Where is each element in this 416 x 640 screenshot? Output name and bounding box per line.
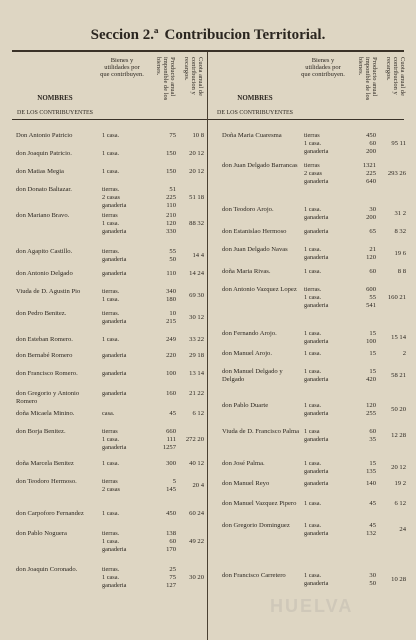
right-producto-value: 50 xyxy=(369,580,376,587)
right-bienes-item: 1 casa. xyxy=(304,500,322,507)
right-contributor-name: don Juan Delgado Navas xyxy=(222,246,288,253)
right-bienes-item: ganaderia xyxy=(304,338,329,345)
left-producto-value: 210 xyxy=(166,212,176,219)
left-bienes-item: ganaderia xyxy=(102,352,127,359)
right-producto-value: 225 xyxy=(366,170,376,177)
right-cuota-value: 50 20 xyxy=(391,406,406,413)
right-cuota-value: 24 xyxy=(399,526,406,533)
left-producto-value: 50 xyxy=(169,256,176,263)
right-contributor-name: don Teodoro Arojo. xyxy=(222,206,274,213)
left-contributor-name: don Carpoforo Fernandez xyxy=(16,510,84,517)
right-producto-value: 541 xyxy=(366,302,376,309)
left-contributor-name: don Joaquin Patricio. xyxy=(16,150,72,157)
right-bienes-item: ganaderia xyxy=(304,178,329,185)
right-cuota-value: 20 12 xyxy=(391,464,406,471)
right-bienes-item: ganaderia xyxy=(304,436,329,443)
left-cuota-header: Cuota anual de contribucion y recargos. xyxy=(183,57,204,96)
left-producto-value: 120 xyxy=(166,220,176,227)
left-producto-value: 145 xyxy=(166,486,176,493)
right-producto-value: 35 xyxy=(369,436,376,443)
right-cuota-value: 31 2 xyxy=(394,210,406,217)
left-producto-value: 220 xyxy=(166,352,176,359)
right-producto-value: 30 xyxy=(369,572,376,579)
left-producto-value: 5 xyxy=(172,478,176,485)
right-contributor-name: don Manuel Delgado y Delgado xyxy=(222,368,283,383)
right-bienes-header: Bienes y utilidades por que contribuyen. xyxy=(301,57,345,78)
left-producto-value: 75 xyxy=(169,132,176,139)
right-cuota-value: 15 14 xyxy=(391,334,406,341)
right-bienes-item: 1 casa. xyxy=(304,350,322,357)
left-producto-value: 249 xyxy=(166,336,176,343)
left-bienes-item: 1 casa. xyxy=(102,510,120,517)
left-producto-value: 160 xyxy=(166,390,176,397)
right-bienes-item: 1 casa. xyxy=(304,246,322,253)
left-bienes-item: 1 casa. xyxy=(102,150,120,157)
right-contributor-name: don Francisco Carretero xyxy=(222,572,286,579)
right-producto-value: 200 xyxy=(366,214,376,221)
right-bienes-item: 2 casas xyxy=(304,170,323,177)
right-bienes-item: 1 casa. xyxy=(304,460,322,467)
right-cuota-value: 160 21 xyxy=(387,294,406,301)
right-producto-value: 600 xyxy=(366,286,376,293)
left-contributor-name: don Mariano Bravo. xyxy=(16,212,70,219)
left-bienes-item: ganaderia xyxy=(102,582,127,589)
right-contributor-name: don Pablo Duarte xyxy=(222,402,269,409)
left-producto-value: 450 xyxy=(166,510,176,517)
right-bienes-item: 1 casa. xyxy=(304,368,322,375)
right-bienes-item: 1 casa. xyxy=(304,402,322,409)
left-cuota-value: 40 12 xyxy=(189,460,204,467)
left-cuota-value: 14 4 xyxy=(192,252,204,259)
left-bienes-item: 2 casas xyxy=(102,486,121,493)
right-cuota-value: 8 8 xyxy=(397,268,406,275)
left-contributor-name: don Borja Benitez. xyxy=(16,428,66,435)
right-producto-value: 60 xyxy=(369,268,376,275)
left-producto-value: 170 xyxy=(166,546,176,553)
right-contributor-name: don Gregorio Dominguez xyxy=(222,522,290,529)
left-bienes-item: 1 casa. xyxy=(102,132,120,139)
top-rule xyxy=(12,50,404,52)
left-names-header: NOMBRES xyxy=(37,94,73,102)
column-divider xyxy=(207,52,208,640)
right-cuota-value: 19 2 xyxy=(394,480,406,487)
left-cuota-value: 13 14 xyxy=(189,370,204,377)
left-contributor-name: don Agapito Castillo. xyxy=(16,248,73,255)
right-bienes-item: ganaderia xyxy=(304,148,329,155)
left-producto-value: 225 xyxy=(166,194,176,201)
left-producto-value: 111 xyxy=(166,436,176,443)
left-bienes-item: ganaderia xyxy=(102,318,127,325)
left-bienes-item: tierras xyxy=(102,212,118,219)
left-bienes-item: ganaderia xyxy=(102,546,127,553)
left-producto-value: 60 xyxy=(169,538,176,545)
right-producto-value: 120 xyxy=(366,402,376,409)
left-cuota-value: 60 24 xyxy=(189,510,204,517)
right-producto-value: 135 xyxy=(366,468,376,475)
left-bienes-item: 1 casa. xyxy=(102,220,120,227)
right-cuota-value: 95 11 xyxy=(391,140,406,147)
left-bienes-item: tierras. xyxy=(102,248,120,255)
section-title xyxy=(0,27,416,44)
left-contributor-name: don Bernabé Romero xyxy=(16,352,73,359)
right-contributor-name: don Estanislao Hermoso xyxy=(222,228,287,235)
right-bienes-item: tierras. xyxy=(304,286,322,293)
left-cuota-value: 51 18 xyxy=(189,194,204,201)
left-contributor-name: Don Antonio Patricio xyxy=(16,132,73,139)
right-bienes-item: ganaderia xyxy=(304,214,329,221)
left-cuota-value: 20 12 xyxy=(189,168,204,175)
right-producto-value: 1321 xyxy=(362,162,376,169)
right-producto-value: 255 xyxy=(366,410,376,417)
right-contributor-name: don Manuel Vazquez Pipero xyxy=(222,500,297,507)
right-bienes-item: 1 casa. xyxy=(304,330,322,337)
section-number: Seccion 2.ª xyxy=(90,27,159,43)
right-cuota-header: Cuota anual de contribucion y recargos. xyxy=(385,57,406,96)
left-bienes-item: ganaderia xyxy=(102,256,127,263)
left-bienes-item: tierras xyxy=(102,478,118,485)
right-producto-value: 30 xyxy=(369,206,376,213)
left-contributor-name: don Francisco Romero. xyxy=(16,370,78,377)
left-producto-value: 660 xyxy=(166,428,176,435)
left-producto-header: Producto anual imponible de los bienes. xyxy=(155,57,176,101)
right-cuota-value: 6 12 xyxy=(394,500,406,507)
left-bienes-item: tierras. xyxy=(102,566,120,573)
right-bienes-item: ganaderia xyxy=(304,468,329,475)
right-producto-value: 15 xyxy=(369,350,376,357)
left-producto-value: 45 xyxy=(169,410,176,417)
left-producto-value: 150 xyxy=(166,150,176,157)
right-producto-value: 60 xyxy=(369,140,376,147)
right-contributor-name: don Antonio Vazquez Lopez xyxy=(222,286,297,293)
left-cuota-value: 272 20 xyxy=(185,436,204,443)
right-contributor-name: don Fernando Arojo. xyxy=(222,330,277,337)
left-producto-value: 25 xyxy=(169,566,176,573)
right-contributor-name: Viuda de D. Francisco Palma xyxy=(222,428,300,435)
left-bienes-item: 1 casa. xyxy=(102,460,120,467)
right-producto-value: 200 xyxy=(366,148,376,155)
left-producto-value: 10 xyxy=(169,310,176,317)
left-cuota-value: 30 12 xyxy=(189,314,204,321)
right-bienes-item: ganaderia xyxy=(304,302,329,309)
left-producto-value: 55 xyxy=(169,248,176,255)
left-cuota-value: 21 22 xyxy=(189,390,204,397)
right-contributor-name: don Manuel Reyo xyxy=(222,480,270,487)
section-name: Contribucion Territorial. xyxy=(164,27,326,43)
right-producto-value: 15 xyxy=(369,368,376,375)
left-cuota-value: 20 4 xyxy=(192,482,204,489)
left-cuota-value: 30 20 xyxy=(189,574,204,581)
right-producto-value: 45 xyxy=(369,500,376,507)
right-cuota-value: 19 6 xyxy=(394,250,406,257)
right-bienes-item: 1 casa. xyxy=(304,140,322,147)
left-cuota-value: 20 12 xyxy=(189,150,204,157)
left-producto-value: 340 xyxy=(166,288,176,295)
right-bienes-item: tierras xyxy=(304,162,320,169)
right-producto-value: 132 xyxy=(366,530,376,537)
right-producto-value: 15 xyxy=(369,460,376,467)
left-bienes-header: Bienes y utilidades por que contribuyen. xyxy=(100,57,144,78)
right-bienes-item: ganaderia xyxy=(304,580,329,587)
left-bienes-item: casa. xyxy=(102,410,115,417)
right-contributor-name: don Manuel Arojo. xyxy=(222,350,272,357)
right-bienes-item: 1 casa. xyxy=(304,572,322,579)
left-bienes-item: ganaderia xyxy=(102,390,127,397)
left-producto-value: 127 xyxy=(166,582,176,589)
right-producto-value: 45 xyxy=(369,522,376,529)
left-cuota-value: 29 18 xyxy=(189,352,204,359)
left-bienes-item: ganaderia xyxy=(102,270,127,277)
left-contributor-name: don Esteban Romero. xyxy=(16,336,73,343)
left-producto-value: 1257 xyxy=(162,444,176,451)
left-contributor-name: don Donato Baltazar. xyxy=(16,186,72,193)
left-bienes-item: ganaderia xyxy=(102,202,127,209)
left-producto-value: 100 xyxy=(166,370,176,377)
left-contributor-name: don Joaquin Coronado. xyxy=(16,566,78,573)
left-bienes-item: 1 casa. xyxy=(102,168,120,175)
left-contributor-name: Viuda de D. Agustin Pio xyxy=(16,288,81,295)
left-producto-value: 330 xyxy=(166,228,176,235)
right-bienes-item: ganaderia xyxy=(304,410,329,417)
left-contributor-name: don Teodoro Hermoso. xyxy=(16,478,77,485)
right-bienes-item: ganaderia xyxy=(304,254,329,261)
right-producto-value: 100 xyxy=(366,338,376,345)
right-contributor-name: don José Palma. xyxy=(222,460,265,467)
left-cuota-value: 88 32 xyxy=(189,220,204,227)
left-producto-value: 138 xyxy=(166,530,176,537)
left-bienes-item: ganaderia xyxy=(102,370,127,377)
right-bienes-item: ganaderia xyxy=(304,228,329,235)
right-producto-value: 15 xyxy=(369,330,376,337)
right-contributor-name: doña Maria Rivas. xyxy=(222,268,271,275)
right-bienes-item: ganaderia xyxy=(304,376,329,383)
right-bienes-item: 1 casa. xyxy=(304,294,322,301)
left-cuota-value: 10 8 xyxy=(192,132,204,139)
left-producto-value: 215 xyxy=(166,318,176,325)
right-cuota-value: 12 28 xyxy=(391,432,406,439)
left-producto-value: 75 xyxy=(169,574,176,581)
left-producto-value: 180 xyxy=(166,296,176,303)
left-bienes-item: 1 casa. xyxy=(102,538,120,545)
right-contrib-header: DE LOS CONTRIBUYENTES xyxy=(217,110,293,116)
left-bienes-item: 1 casa. xyxy=(102,336,120,343)
left-cuota-value: 49 22 xyxy=(189,538,204,545)
right-producto-value: 140 xyxy=(366,480,376,487)
left-contributor-name: don Pablo Noguera xyxy=(16,530,67,537)
right-bienes-item: 1 casa. xyxy=(304,522,322,529)
left-producto-value: 51 xyxy=(169,186,176,193)
right-producto-value: 120 xyxy=(366,254,376,261)
left-bienes-item: tierras. xyxy=(102,288,120,295)
left-cuota-value: 6 12 xyxy=(192,410,204,417)
header-rule xyxy=(12,119,404,120)
right-contributor-name: don Juan Delgado Barrancas xyxy=(222,162,298,169)
left-bienes-item: 1 casa. xyxy=(102,574,120,581)
left-contributor-name: doña Micaela Minino. xyxy=(16,410,75,417)
right-producto-value: 60 xyxy=(369,428,376,435)
left-contributor-name: don Antonio Delgado xyxy=(16,270,73,277)
left-bienes-item: tierras. xyxy=(102,186,120,193)
right-producto-value: 55 xyxy=(369,294,376,301)
left-producto-value: 110 xyxy=(166,270,176,277)
left-contributor-name: don Pedro Benitez. xyxy=(16,310,67,317)
left-contributor-name: doña Marcela Benitez xyxy=(16,460,74,467)
left-contrib-header: DE LOS CONTRIBUYENTES xyxy=(17,110,93,116)
left-bienes-item: tierras xyxy=(102,428,118,435)
left-contributor-name: don Matias Megia xyxy=(16,168,64,175)
left-bienes-item: 2 casas xyxy=(102,194,121,201)
left-bienes-item: ganaderia xyxy=(102,228,127,235)
right-producto-value: 65 xyxy=(369,228,376,235)
left-bienes-item: 1 casa. xyxy=(102,296,120,303)
left-bienes-item: tierras. xyxy=(102,530,120,537)
right-names-header: NOMBRES xyxy=(237,94,273,102)
right-bienes-item: 1 casa xyxy=(304,428,320,435)
left-producto-value: 300 xyxy=(166,460,176,467)
left-bienes-item: ganaderia xyxy=(102,444,127,451)
left-bienes-item: 1 casa. xyxy=(102,436,120,443)
right-bienes-item: 1 casa. xyxy=(304,268,322,275)
right-cuota-value: 8 32 xyxy=(394,228,406,235)
left-producto-value: 110 xyxy=(166,202,176,209)
left-bienes-item: tierras. xyxy=(102,310,120,317)
right-bienes-item: ganaderia xyxy=(304,480,329,487)
left-cuota-value: 69 30 xyxy=(189,292,204,299)
right-producto-value: 640 xyxy=(366,178,376,185)
right-producto-value: 420 xyxy=(366,376,376,383)
left-contributor-name: don Gregorio y Antonio Romero xyxy=(16,390,80,405)
left-cuota-value: 14 24 xyxy=(189,270,204,277)
right-producto-value: 450 xyxy=(366,132,376,139)
right-cuota-value: 58 21 xyxy=(391,372,406,379)
right-producto-value: 21 xyxy=(369,246,376,253)
right-cuota-value: 2 xyxy=(402,350,406,357)
right-contributor-name: Doña Maria Cuaresma xyxy=(222,132,282,139)
left-producto-value: 150 xyxy=(166,168,176,175)
left-cuota-value: 33 22 xyxy=(189,336,204,343)
watermark: HUELVA xyxy=(270,596,354,616)
right-bienes-item: tierras xyxy=(304,132,320,139)
right-producto-header: Producto anual imponible de los bienes. xyxy=(357,57,378,101)
right-bienes-item: 1 casa. xyxy=(304,206,322,213)
right-bienes-item: ganaderia xyxy=(304,530,329,537)
right-cuota-value: 293 26 xyxy=(387,170,406,177)
right-cuota-value: 10 28 xyxy=(391,576,406,583)
